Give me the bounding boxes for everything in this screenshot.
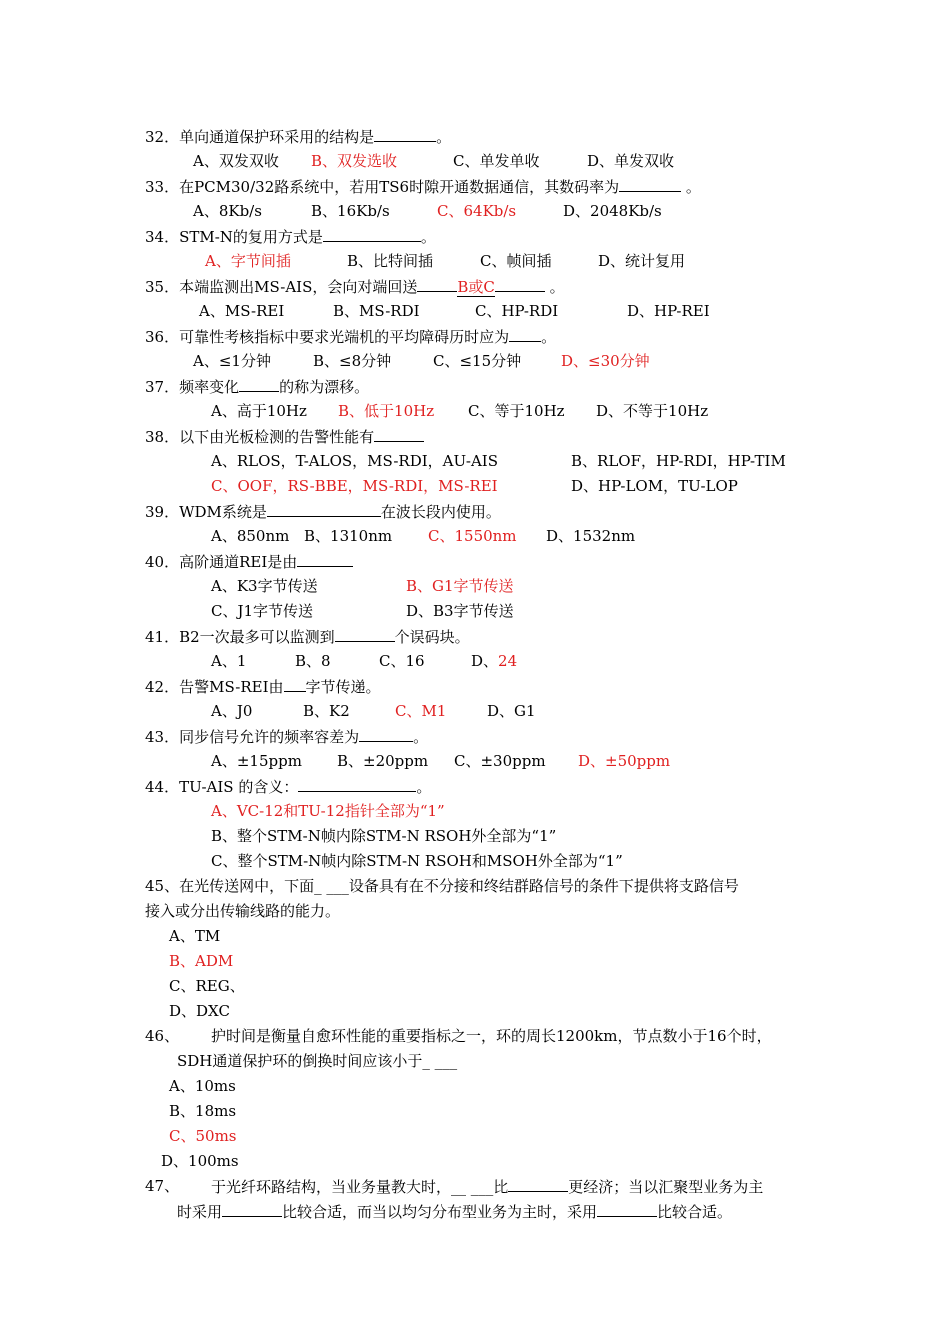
q41-option-c: C、16 — [379, 652, 425, 670]
q45-option-a: A、TM — [169, 927, 221, 945]
q38-option-d: D、HP-LOM，TU-LOP — [571, 477, 738, 495]
q37-option-c: C、等于10Hz — [468, 402, 565, 420]
q33-stem: 33．在PCM30/32路系统中，若用TS6时隙开通数据通信，其数码率为 。 — [145, 178, 701, 196]
q44-option-b: B、整个STM-N帧内除STM-N RSOH外全部为“1” — [211, 827, 557, 845]
q36-option-b: B、≤8分钟 — [313, 352, 392, 370]
q38-stem: 38．以下由光板检测的告警性能有 — [145, 426, 424, 446]
q41-option-d: D、24 — [471, 652, 518, 670]
q44-option-a: A、VC-12和TU-12指针全部为“1” — [211, 802, 445, 820]
q39-option-c: C、1550nm — [428, 527, 517, 545]
q46-stem-line1: 护时间是衡量自愈环性能的重要指标之一，环的周长1200km，节点数小于16个时， — [211, 1027, 772, 1045]
q39-options — [211, 526, 635, 546]
q37-option-b: B、低于10Hz — [338, 402, 435, 420]
q44-option-c: C、整个STM-N帧内除STM-N RSOH和MSOH外全部为“1” — [211, 852, 623, 870]
q43-option-c: C、±30ppm — [454, 752, 546, 770]
q40-option-d: D、B3字节传送 — [406, 602, 514, 620]
q33-option-d: D、2048Kb/s — [563, 202, 662, 220]
answer-blank — [359, 726, 413, 742]
q35-option-a: A、MS-REI — [199, 302, 285, 320]
q42-option-d: D、G1 — [487, 702, 536, 720]
answer-blank — [509, 326, 541, 342]
q38-option-a: A、RLOS，T-ALOS，MS-RDI，AU-AIS — [211, 452, 498, 470]
q45-option-d: D、DXC — [169, 1002, 230, 1020]
q43-stem: 43．同步信号允许的频率容差为 。 — [145, 728, 429, 746]
q42-options — [211, 701, 536, 721]
q46-number: 46、 — [145, 1027, 180, 1045]
answer-blank — [417, 276, 457, 292]
q35-stem: 35．本端监测出MS-AIS，会向对端回送 B或C 。 — [145, 278, 565, 296]
q37-stem: 37．频率变化 的称为漂移。 — [145, 378, 370, 396]
q33-option-c: C、64Kb/s — [437, 202, 517, 220]
q36-option-c: C、≤15分钟 — [433, 352, 522, 370]
q32-options — [193, 151, 674, 171]
q33-options — [193, 201, 662, 221]
q38-option-c: C、OOF，RS-BBE，MS-RDI，MS-REI — [211, 477, 498, 495]
q34-stem: 34．STM-N的复用方式是 。 — [145, 228, 436, 246]
answer-blank — [335, 626, 395, 642]
q34-option-b: B、比特间插 — [347, 252, 434, 270]
q35-option-c: C、HP-RDI — [475, 302, 559, 320]
q36-option-d: D、≤30分钟 — [561, 352, 650, 370]
q38-options-row2 — [211, 476, 738, 496]
q34-options — [205, 251, 685, 271]
q42-option-c: C、M1 — [395, 702, 447, 720]
q42-stem: 42．告警MS-REI由 字节传递。 — [145, 678, 381, 696]
q35-option-b: B、MS-RDI — [333, 302, 420, 320]
q45-stem-line2: 接入或分出传输线路的能力。 — [145, 902, 341, 920]
answer-blank — [597, 1201, 657, 1217]
q47-number: 47、 — [145, 1177, 180, 1195]
q46-stem-line2: SDH通道保护环的倒换时间应该小于_ ___ — [177, 1052, 458, 1070]
q32-stem: 32．单向通道保护环采用的结构是 。 — [145, 128, 452, 146]
q41-stem: 41．B2一次最多可以监测到 个误码块。 — [145, 628, 470, 646]
q33-option-a: A、8Kb/s — [193, 202, 262, 220]
q43-options — [211, 751, 670, 771]
q39-option-b: B、1310nm — [304, 527, 393, 545]
q32-option-b: B、双发选收 — [311, 152, 398, 170]
q40-options-row1 — [211, 576, 514, 596]
q32-option-d: D、单发双收 — [587, 152, 675, 170]
q39-option-d: D、1532nm — [546, 527, 636, 545]
q44-stem: 44．TU-AIS 的含义： 。 — [145, 778, 432, 796]
q37-option-a: A、高于10Hz — [211, 402, 307, 420]
q47-stem-line1: 于光纤环路结构，当业务量教大时，__ ___比 更经济；当以汇聚型业务为主 — [211, 1178, 764, 1196]
q38-option-b: B、RLOF，HP-RDI，HP-TIM — [571, 452, 786, 470]
answer-blank — [298, 776, 416, 792]
q45-option-c: C、REG、 — [169, 977, 245, 995]
q41-option-b: B、8 — [295, 652, 331, 670]
q38-options-row1 — [211, 451, 786, 471]
answer-blank — [222, 1201, 282, 1217]
q46-option-d: D、100ms — [161, 1152, 239, 1170]
q40-options-row2 — [211, 601, 514, 621]
q39-stem: 39．WDM系统是 在波长段内使用。 — [145, 503, 501, 521]
q42-option-a: A、J0 — [211, 702, 253, 720]
q35-options — [199, 301, 710, 321]
q37-options — [211, 401, 708, 421]
q36-options — [193, 351, 650, 371]
q42-option-b: B、K2 — [303, 702, 350, 720]
q37-option-d: D、不等于10Hz — [596, 402, 709, 420]
q41-options — [211, 651, 517, 671]
q35-answer: B或C — [457, 278, 495, 296]
q45-option-b: B、ADM — [169, 952, 234, 970]
q46-option-b: B、18ms — [169, 1102, 237, 1120]
q46-option-c: C、50ms — [169, 1127, 237, 1145]
q32-option-c: C、单发单收 — [453, 152, 540, 170]
q35-option-d: D、HP-REI — [627, 302, 710, 320]
answer-blank — [619, 176, 681, 192]
q36-stem: 36．可靠性考核指标中要求光端机的平均障碍历时应为 。 — [145, 328, 557, 346]
answer-blank — [297, 551, 353, 567]
q34-option-d: D、统计复用 — [598, 252, 686, 270]
answer-blank — [374, 426, 424, 442]
q47-stem-line2: 时采用 比较合适，而当以均匀分布型业务为主时，采用 比较合适。 — [177, 1203, 733, 1221]
answer-blank — [374, 126, 436, 142]
q46-option-a: A、10ms — [169, 1077, 236, 1095]
q43-option-b: B、±20ppm — [337, 752, 429, 770]
q41-option-a: A、1 — [211, 652, 247, 670]
q33-option-b: B、16Kb/s — [311, 202, 390, 220]
answer-blank — [323, 226, 421, 242]
answer-blank — [267, 501, 381, 517]
q40-stem: 40．高阶通道REI是由 — [145, 551, 353, 571]
answer-blank — [508, 1176, 568, 1192]
answer-blank-tail — [495, 276, 545, 292]
q45-stem-line1: 45、在光传送网中，下面_ ___设备具有在不分接和终结群路信号的条件下提供将支路信号 — [145, 877, 739, 895]
q34-option-a: A、字节间插 — [205, 252, 291, 270]
q43-option-a: A、±15ppm — [211, 752, 302, 770]
q40-option-a: A、K3字节传送 — [211, 577, 318, 595]
q40-option-c: C、J1字节传送 — [211, 602, 314, 620]
q34-option-c: C、帧间插 — [480, 252, 552, 270]
q36-option-a: A、≤1分钟 — [193, 352, 271, 370]
answer-blank — [239, 376, 279, 392]
q40-option-b: B、G1字节传送 — [406, 577, 514, 595]
q39-option-a: A、850nm — [211, 527, 290, 545]
answer-blank — [284, 676, 306, 692]
q32-option-a: A、双发双收 — [193, 152, 279, 170]
q43-option-d: D、±50ppm — [578, 752, 671, 770]
